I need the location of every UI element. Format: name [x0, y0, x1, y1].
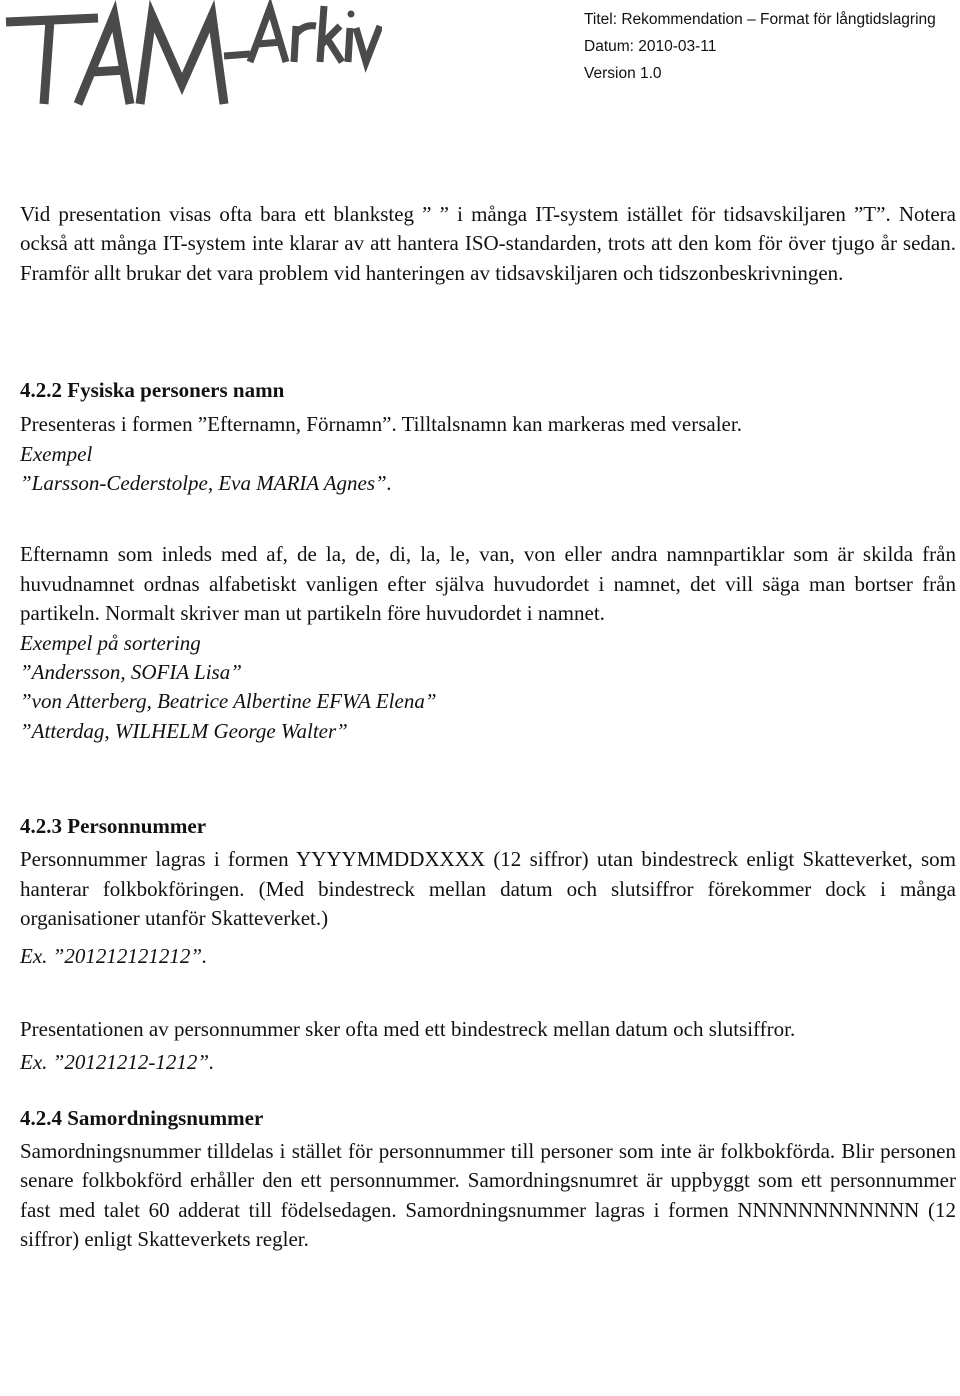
sort-example-item: ”Atterdag, WILHELM George Walter”	[20, 718, 348, 743]
example-label: Exempel	[20, 441, 93, 466]
presentation-example: Ex. ”20121212-1212”.	[20, 1050, 215, 1075]
document-body	[20, 200, 956, 1254]
particle-paragraph: Efternamn som inleds med af, de la, de, di, la, le, van, von eller andra namnpartiklar som är skilda från huvudnamnet ordnas alfabetiskt vanligen efter själva huvudordet i namnet, det vill säga man bortser från partikeln. Normalt skriver man ut partikeln före huvudordet i namnet.	[20, 542, 956, 626]
document-title: Titel: Rekommendation – Format för långtidslagring	[584, 11, 936, 28]
personnummer-example: Ex. ”201212121212”.	[20, 943, 208, 968]
intro-paragraph: Vid presentation visas ofta bara ett blanksteg ” ” i många IT-system istället för tidsavskiljaren ”T”. Notera också att många IT-system inte klarar av att hantera ISO-standarden, trots att den kom för över tjugo år sedan. Framför allt brukar det vara problem vid hanteringen av tidsavskiljaren och tidszonbeskrivningen.	[20, 202, 956, 285]
samordningsnummer-paragraph: Samordningsnummer tilldelas i stället för personnummer till personer som inte är folkbokförda. Blir personen senare folkbokförd erhåller den ett personnummer. Samordningsnumret är uppbyggt som ett personnummer fast med talet 60 adderat till födelsedagen. Samordningsnummer lagras i formen NNNNNNNNNNNN (12 siffror) enligt Skatteverkets regler.	[20, 1138, 956, 1251]
sort-example-label: Exempel på sortering	[20, 630, 201, 655]
document-date: Datum: 2010-03-11	[584, 38, 717, 55]
section-heading-4-2-2: 4.2.2 Fysiska personers namn	[20, 378, 285, 403]
document-version: Version 1.0	[584, 65, 662, 82]
presentation-paragraph: Presentationen av personnummer sker ofta med ett bindestreck mellan datum och slutsiffror.	[20, 1016, 796, 1041]
document-meta	[584, 6, 936, 87]
sort-example-item: ”von Atterberg, Beatrice Albertine EFWA Elena”	[20, 689, 437, 714]
section-heading-4-2-4: 4.2.4 Samordningsnummer	[20, 1105, 264, 1130]
sort-example-item: ”Andersson, SOFIA Lisa”	[20, 660, 242, 685]
personnummer-paragraph: Personnummer lagras i formen YYYYMMDDXXXX (12 siffror) utan bindestreck enligt Skatteverket, som hanterar folkbokföringen. (Med bindestreck mellan datum och slutsiffror förekommer dock i många organisationer utanför Skatteverket.)	[20, 847, 956, 931]
example-name: ”Larsson-Cederstolpe, Eva MARIA Agnes”.	[20, 471, 392, 496]
section-heading-4-2-3: 4.2.3 Personnummer	[20, 814, 207, 839]
section-422-text: Presenteras i formen ”Efternamn, Förnamn”. Tilltalsnamn kan markeras med versaler.	[20, 412, 742, 437]
tam-arkiv-logo	[2, 0, 382, 108]
